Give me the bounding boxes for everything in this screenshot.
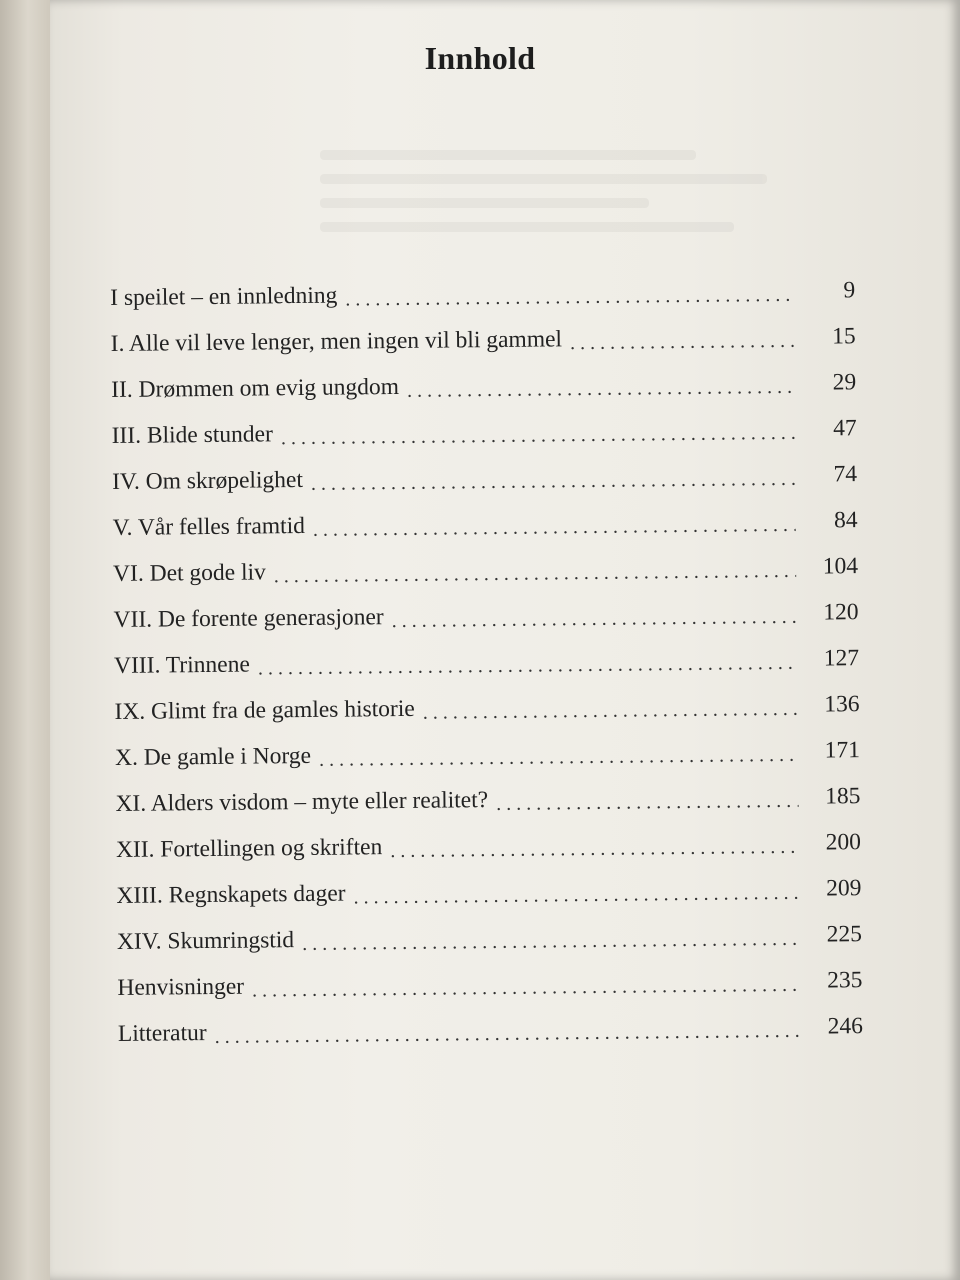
toc-entry-label: XIV. Skumringstid [116,927,295,955]
toc-entry-label: II. Drømmen om evig ungdom [111,373,400,403]
dot-leader [390,837,799,861]
toc-entry-label: XIII. Regnskapets dager [116,880,346,909]
dot-leader [407,377,794,401]
dot-leader [392,607,797,631]
toc-entry-page: 9 [843,277,856,304]
toc-entry-label: XII. Fortellingen og skriften [115,834,383,863]
toc-entry-label: X. De gamle i Norge [114,742,312,771]
toc-entry-label: I. Alle vil leve lenger, men ingen vil bli gammel [110,326,563,357]
toc-entry-page: 246 [827,1013,864,1040]
toc-entry-page: 185 [825,783,861,810]
toc-entry-page: 127 [823,645,860,672]
toc-entry-page: 235 [827,967,863,994]
toc-entry-page: 74 [833,461,858,488]
toc-entry-page: 29 [832,369,857,396]
toc-entry-label: III. Blide stunder [111,421,273,449]
toc-entry-page: 171 [824,737,861,764]
toc-entry-page: 209 [826,875,862,902]
toc-entry-label: IX. Glimt fra de gamles historie [114,695,415,725]
toc-entry-label: VIII. Trinnene [113,651,250,679]
toc-entry-page: 136 [824,691,860,718]
toc-entry-page: 15 [832,323,856,350]
dot-leader [570,331,794,353]
dot-leader [423,699,798,723]
toc-entry-label: Henvisninger [117,973,245,1001]
toc-entry-label: VI. Det gode liv [112,559,266,587]
toc-entry-label: V. Vår felles framtid [112,512,306,541]
toc-entry-page: 84 [833,507,858,534]
toc-entry-label: Litteratur [117,1020,207,1047]
toc-entry-label: IV. Om skrøpelighet [112,466,304,495]
toc-entry-label: VII. De forente generasjoner [113,604,384,633]
toc-entry-label: I speilet – en innledning [110,282,338,311]
toc-entry-page: 225 [826,921,863,948]
toc-entry-page: 47 [832,415,857,442]
toc-entry-page: 200 [825,829,862,856]
page-title: Innhold [424,40,536,76]
dot-leader [496,791,799,814]
toc-entry-label: XI. Alders visdom – myte eller realitet? [115,787,489,817]
show-through-texture [320,150,790,270]
toc-entry-page: 104 [822,553,859,580]
toc-entry-page: 120 [823,599,859,626]
